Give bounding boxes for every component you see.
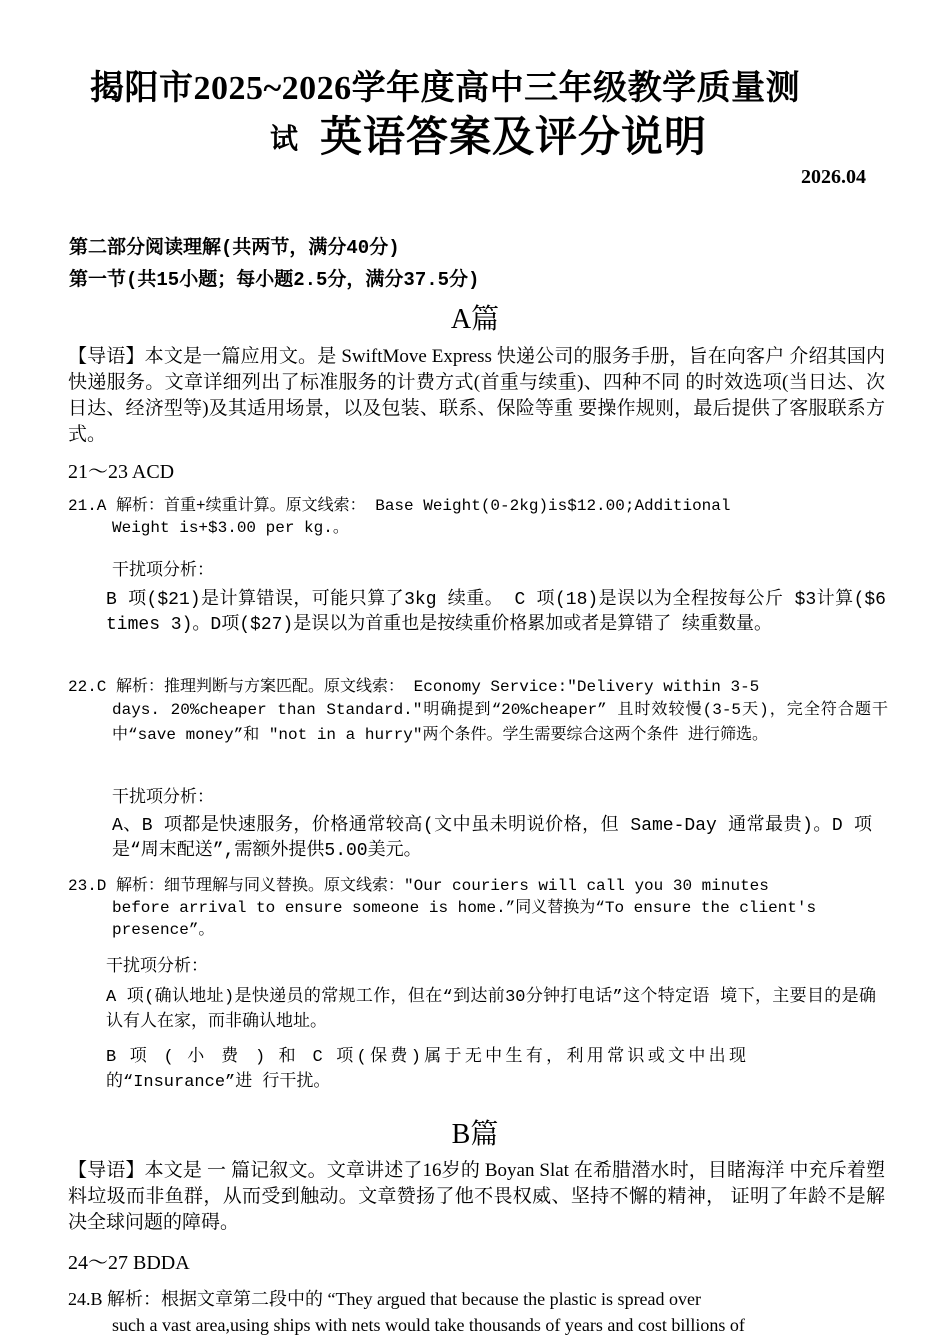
passage-b-intro: 【导语】本文是 一 篇记叙文。文章讲述了16岁的 Boyan Slat 在希腊潜水时，目睹海洋 中充斥着塑料垃圾而非鱼群，从而受到触动。文章赞扬了他不畏权威、坚持不懈的精神， 证明了年龄不是解决全球问题的障碍。 — [68, 1160, 885, 1233]
passage-a-answers: 21～23 ACD — [68, 461, 175, 483]
document-date: 2026.04 — [801, 166, 866, 188]
q21-distractor-analysis: B 项($21)是计算错误，可能只算了3kg 续重。 C 项(18)是误以为全程按每公斤 $3计算($6 times 3)。D项($27)是误以为首重也是按续重价格累加或者是算错了 续重数量。 — [106, 590, 886, 635]
q22-line2: days. 20%cheaper than Standard."明确提到“20%cheaper” 且时效较慢(3-5天)，完全符合题干中“save money”和 "not in a hurry"两个条件。学生需要综合这两个条件 进行筛选。 — [112, 701, 888, 744]
section-heading: 第一节(共15小题；每小题2.5分，满分37.5分) — [69, 269, 480, 291]
q21-distractor-label: 干扰项分析： — [112, 562, 214, 581]
passage-b-heading: B篇 — [451, 1119, 499, 1150]
q21-line2: Weight is+$3.00 per kg.。 — [112, 519, 349, 537]
question-22-explanation — [68, 676, 888, 748]
q21-line1: 21.A 解析：首重+续重计算。原文线索： Base Weight(0-2kg)is$12.00;Additional — [68, 497, 731, 515]
document-title-continued: 试 — [270, 123, 299, 154]
q23-distractor-analysis-1: A 项(确认地址)是快递员的常规工作，但在“到达前30分钟打电话”这个特定语 境下，主要目的是确认有人在家，而非确认地址。 — [106, 988, 876, 1032]
q24-line2: such a vast area,using ships with nets would take thousands of years and cost billions of — [112, 1315, 745, 1335]
passage-a-heading: A篇 — [450, 304, 500, 335]
q24-line1: 24.B 解析：根据文章第二段中的 “They argued that because the plastic is spread over — [68, 1289, 702, 1309]
part-heading: 第二部分阅读理解(共两节，满分40分) — [69, 237, 400, 259]
passage-b-answers: 24～27 BDDA — [68, 1252, 190, 1274]
passage-a-intro: 【导语】本文是一篇应用文。是 SwiftMove Express 快递公司的服务手册，旨在向客户 介绍其国内快递服务。文章详细列出了标准服务的计费方式(首重与续重)、四种不同 的时效选项(当日达、次日达、经济型等)及其适用场景，以及包装、联系、保险等重 要操作规则，最后提供了客服联系方式。 — [68, 346, 885, 445]
question-21-explanation — [68, 495, 888, 539]
question-24-explanation — [68, 1286, 888, 1338]
question-23-explanation — [68, 875, 888, 941]
q22-line1: 22.C 解析：推理判断与方案匹配。原文线索： Economy Service:"Delivery within 3-5 — [68, 678, 760, 696]
document-subtitle: 英语答案及评分说明 — [320, 113, 708, 160]
q23-line1: 23.D 解析：细节理解与同义替换。原文线索："Our couriers will call you 30 minutes — [68, 877, 769, 895]
q22-distractor-label: 干扰项分析： — [112, 789, 214, 808]
q23-distractor-label: 干扰项分析： — [106, 958, 208, 977]
document-title: 揭阳市2025~2026学年度高中三年级教学质量测 — [90, 70, 801, 107]
q23-line2: before arrival to ensure someone is home.”同义替换为“To ensure the client's presence”。 — [112, 899, 817, 939]
q22-distractor-analysis: A、B 项都是快速服务，价格通常较高(文中虽未明说价格，但 Same-Day 通常最贵)。D 项是“周末配送”,需额外提供5.00美元。 — [112, 816, 872, 861]
q23-distractor-analysis-2: B 项 ( 小 费 ) 和 C 项(保费)属于无中生有，利用常识或文中出现的“Insurance”进 行干扰。 — [106, 1048, 746, 1092]
